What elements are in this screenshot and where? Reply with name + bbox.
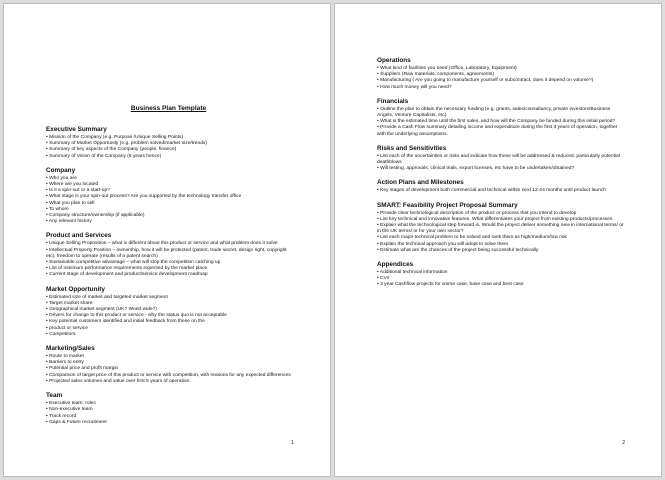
list-item: • Explain the technical approach you will adopt to solve them — [377, 241, 509, 247]
list-item: • Who you are — [46, 175, 77, 181]
list-item: • What is the estimated time until the first sales, and how will the Company be funded during this initial period? — [377, 119, 616, 125]
section-appendices — [377, 261, 627, 289]
section-heading: Risks and Sensitivities — [377, 144, 447, 152]
bullet-list — [46, 241, 291, 278]
page-2-content — [335, 57, 627, 296]
list-item: • Unique Selling Proposition – what is different about this product or service and what problem does it solve — [46, 241, 278, 247]
document-page-2 — [334, 3, 662, 477]
section-heading: Action Plans and Milestones — [377, 179, 464, 187]
bullet-list — [377, 66, 627, 91]
page-1-sections — [46, 126, 291, 426]
list-item: • Estimated size of market and targeted market segment — [46, 294, 168, 300]
list-item: • Target market share — [46, 300, 93, 306]
list-item: • Any relevant history — [46, 219, 92, 225]
section-smart-feasibility-project-proposal-summary — [377, 202, 627, 254]
list-item: • Barriers to entry — [46, 360, 84, 366]
list-item: • Explain what the technological step forward is. Would the project deliver something new in international terms/ or in the UK terms/ or for your own sector? — [377, 223, 624, 235]
list-item: • Track record — [46, 413, 77, 419]
list-item: • 3 year Cashflow projects for worse case, base case and best case — [377, 282, 524, 288]
list-item: • Mission of the Company (e.g. Purpose /Unique Selling Points) — [46, 135, 184, 140]
list-item: • Outline the plan to obtain the necessary funding (e.g. grants, sales/consultancy, private investors/Business Angels, Venture Capitalists, etc) — [377, 106, 611, 119]
list-item: • Suppliers (Raw materials, components, agreements) — [377, 72, 494, 78]
section-heading: Product and Services — [46, 232, 112, 240]
list-item: • Provide clear technological description of the product or process that you intend to develop — [377, 210, 577, 216]
list-item: • Additional technical information — [377, 270, 448, 276]
section-heading: SMART: Feasibility Project Proposal Summary — [377, 201, 518, 209]
section-heading: Marketing/Sales — [46, 345, 95, 353]
list-item: • Manufacturing ( Are you going to manufacture yourself or subcontract, does it depend on volume?) — [377, 78, 594, 84]
bullet-list — [377, 270, 627, 289]
section-heading: Operations — [377, 57, 411, 64]
list-item: • Non-executive team — [46, 407, 93, 413]
section-operations — [377, 57, 627, 91]
page-2-sections — [377, 57, 627, 289]
list-item: • Comparison of target price of this product or service with competition, with reasons for any expected differences — [46, 372, 291, 378]
bullet-list — [46, 176, 291, 226]
list-item: • List key technical and innovative features. What differentiates your project from existing products/processes — [377, 216, 613, 222]
list-item: • product or service — [46, 325, 88, 331]
section-financials — [377, 98, 627, 138]
section-team — [46, 392, 291, 426]
list-item: • Summary of Vision of the Company (5 years hence) — [46, 153, 162, 159]
list-item: • Provide a Cash Flow summary detailing income and expenditure during the first 3 years of operation, together with the underlying assumptions. — [377, 125, 618, 137]
list-item: • How much money will you need? — [377, 84, 452, 90]
document-title: Business Plan Template — [130, 105, 207, 112]
list-item: • Sustainable competitive advantage – what will stop the competition catching up — [46, 260, 221, 266]
list-item: • Will testing, approvals, clinical trials, export licenses, etc have to be undertaken/obtained? — [377, 166, 575, 172]
bullet-list — [46, 354, 291, 385]
list-item: • Where are you located — [46, 182, 99, 188]
document-page-1 — [3, 3, 331, 477]
list-item: • Projected sales volumes and value over first 5 years of operation. — [46, 378, 191, 384]
list-item: • Estimate what are the chances of the project being successful technically — [377, 247, 539, 253]
section-executive-summary — [46, 126, 291, 160]
list-item: • Drivers for change to this product or service - why the status quo is not acceptable — [46, 313, 227, 319]
list-item: • List each major technical problem to be solved and rank them as high/medium/low risk — [377, 235, 567, 241]
list-item: • List each of the uncertainties or risks and indicate how these will be addressed & reduced, particularly potential deathblows — [377, 153, 620, 166]
list-item: • Executive team: roles — [46, 401, 96, 407]
section-heading: Company — [46, 166, 76, 174]
section-risks-and-sensitivities — [377, 145, 627, 173]
bullet-list — [377, 211, 627, 254]
page-number: 1 — [291, 440, 294, 446]
bullet-list — [46, 135, 291, 160]
list-item: • What stage is your spin-out process? Are you supported by the technology transfer office — [46, 194, 242, 200]
section-heading: Financials — [377, 97, 409, 105]
section-market-opportunity — [46, 286, 291, 338]
list-item: • Summary of key aspects of the Company (people, finance) — [46, 147, 177, 153]
bullet-list — [46, 401, 291, 426]
list-item: • What you plan to sell — [46, 200, 95, 206]
list-item: • Route to market — [46, 354, 84, 360]
page-1-content — [4, 105, 291, 433]
section-heading: Executive Summary — [46, 126, 107, 133]
list-item: • List of minimum performance requirements expected by the market place — [46, 266, 208, 272]
list-item: • CVs — [377, 276, 390, 282]
section-heading: Appendices — [377, 261, 414, 269]
list-item: • Geographical market segment (UK? World wide?) — [46, 307, 157, 313]
list-item: • Company structure/ownership (if applicable) — [46, 213, 145, 219]
section-heading: Market Opportunity — [46, 285, 105, 293]
section-heading: Team — [46, 392, 63, 400]
bullet-list — [377, 188, 627, 194]
list-item: • Competitors — [46, 331, 76, 337]
section-company — [46, 167, 291, 226]
section-marketing-sales — [46, 345, 291, 385]
list-item: • Summary of Market Opportunity (e.g. problem solved/market size/trends) — [46, 141, 207, 147]
bullet-list — [46, 295, 291, 338]
list-item: • What kind of facilities you need (Office, Laboratory, Equipment) — [377, 66, 517, 71]
list-item: • To whom — [46, 206, 69, 212]
bullet-list — [377, 154, 627, 173]
list-item: • Key stages of development both commercial and technical within next 12-24 months until product launch — [377, 188, 606, 194]
list-item: • Potential price and profit margin — [46, 366, 119, 372]
section-action-plans-and-milestones — [377, 179, 627, 194]
list-item: • Is it a spin-out or a start-up? — [46, 188, 110, 194]
list-item: • Current stage of development and product/service development roadmap — [46, 272, 208, 278]
page-number: 2 — [622, 440, 625, 446]
bullet-list — [377, 107, 627, 138]
list-item: • Key potential customers identified and initial feedback from these on the — [46, 319, 205, 325]
section-product-and-services — [46, 232, 291, 278]
list-item: • Gaps & Future recruitment — [46, 419, 107, 425]
list-item: • Intellectual Property Position – ownership, how it will be protected (patent, trade secret, design right, copyright etc), freedom to operate (results of a patent search) — [46, 247, 287, 259]
